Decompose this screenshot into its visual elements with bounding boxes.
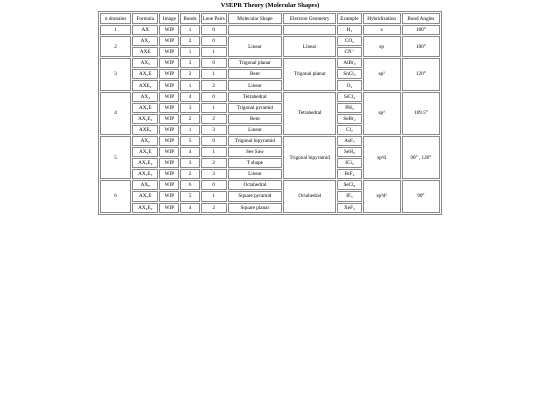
image-cell: WIP [159, 69, 179, 79]
formula-cell: AXE₂ [132, 80, 158, 90]
electron-geometry-cell [283, 25, 336, 35]
hybridization-cell: sp³ [363, 92, 401, 135]
image-cell: WIP [159, 191, 179, 201]
table-row [100, 25, 440, 35]
lone-pairs-cell: 1 [201, 69, 227, 79]
example-cell: IF₅ [337, 191, 361, 201]
formula-cell: AX₂E [132, 69, 158, 79]
molecular-shape-cell: Square planar [228, 203, 282, 213]
sigma-domains-cell: 1 [100, 25, 131, 35]
formula-cell: AX₅ [132, 136, 158, 146]
molecular-shape-cell: Linear [228, 36, 282, 57]
molecular-shape-cell: Square pyramid [228, 191, 282, 201]
bonds-cell: 2 [180, 114, 199, 124]
image-cell: WIP [159, 58, 179, 68]
molecular-shape-cell: Bent [228, 69, 282, 79]
example-cell: XeF₄ [337, 203, 361, 213]
formula-cell: AX₃E [132, 103, 158, 113]
hybridization-cell: sp [363, 36, 401, 57]
molecular-shape-cell [228, 25, 282, 35]
formula-cell: AXE [132, 47, 158, 57]
bonds-cell: 3 [180, 158, 199, 168]
lone-pairs-cell: 2 [201, 80, 227, 90]
table-row [100, 36, 440, 46]
bond-angles-cell: 90° , 120° [402, 136, 440, 179]
bonds-cell: 1 [180, 80, 199, 90]
bonds-cell: 5 [180, 191, 199, 201]
bonds-cell: 2 [180, 169, 199, 179]
header-bond-angles: Bond Angles [402, 13, 440, 24]
sigma-domains-cell: 4 [100, 92, 131, 135]
example-cell: O₂ [337, 80, 361, 90]
image-cell: WIP [159, 147, 179, 157]
image-cell: WIP [159, 114, 179, 124]
sigma-domains-cell: 5 [100, 136, 131, 179]
molecular-shape-cell: Octahedral [228, 180, 282, 190]
example-cell: SiCl₄ [337, 92, 361, 102]
image-cell: WIP [159, 103, 179, 113]
formula-cell: AX₄E₂ [132, 203, 158, 213]
lone-pairs-cell: 0 [201, 25, 227, 35]
bonds-cell: 3 [180, 58, 199, 68]
vsepr-table [98, 11, 442, 215]
bond-angles-cell: 180° [402, 36, 440, 57]
lone-pairs-cell: 3 [201, 169, 227, 179]
formula-cell: AX₄ [132, 92, 158, 102]
page-title: VSEPR Theory (Molecular Shapes) [220, 2, 320, 9]
table-row [100, 180, 440, 190]
image-cell: WIP [159, 169, 179, 179]
example-cell: SeBr₂ [337, 114, 361, 124]
lone-pairs-cell: 0 [201, 92, 227, 102]
sigma-domains-cell: 3 [100, 58, 131, 90]
molecular-shape-cell: Linear [228, 125, 282, 135]
lone-pairs-cell: 3 [201, 125, 227, 135]
header-sigma-domains: σ domains [100, 13, 131, 24]
lone-pairs-cell: 2 [201, 114, 227, 124]
electron-geometry-cell: Tetrahedral [283, 92, 336, 135]
formula-cell: AX₂E₃ [132, 169, 158, 179]
example-cell: AlBr₃ [337, 58, 361, 68]
molecular-shape-cell: Tetrahedral [228, 92, 282, 102]
bond-angles-cell: 90° [402, 180, 440, 212]
bonds-cell: 4 [180, 203, 199, 213]
image-cell: WIP [159, 158, 179, 168]
example-cell: H₂ [337, 25, 361, 35]
header-molecular-shape: Molecular Shape [228, 13, 282, 24]
electron-geometry-cell: Trigonal bipyramid [283, 136, 336, 179]
example-cell: AsF₅ [337, 136, 361, 146]
example-cell: CO₂ [337, 36, 361, 46]
header-lone-pairs: Lone Pairs [201, 13, 227, 24]
molecular-shape-cell: T shape [228, 158, 282, 168]
bond-angles-cell: 180° [402, 25, 440, 35]
hybridization-cell: sp³d² [363, 180, 401, 212]
bonds-cell: 3 [180, 103, 199, 113]
molecular-shape-cell: Linear [228, 169, 282, 179]
hybridization-cell: s [363, 25, 401, 35]
sigma-domains-cell: 6 [100, 180, 131, 212]
image-cell: WIP [159, 180, 179, 190]
electron-geometry-cell: Octahedral [283, 180, 336, 212]
table-row [100, 58, 440, 68]
formula-cell: AX [132, 25, 158, 35]
image-cell: WIP [159, 36, 179, 46]
molecular-shape-cell: Trigonal planar [228, 58, 282, 68]
lone-pairs-cell: 0 [201, 58, 227, 68]
lone-pairs-cell: 1 [201, 47, 227, 57]
formula-cell: AX₂E₂ [132, 114, 158, 124]
bonds-cell: 4 [180, 147, 199, 157]
header-formula: Formula [132, 13, 158, 24]
example-cell: ICl₃ [337, 158, 361, 168]
lone-pairs-cell: 0 [201, 36, 227, 46]
image-cell: WIP [159, 125, 179, 135]
bond-angles-cell: 109.5° [402, 92, 440, 135]
bonds-cell: 4 [180, 92, 199, 102]
bond-angles-cell: 120° [402, 58, 440, 90]
formula-cell: AX₆ [132, 180, 158, 190]
image-cell: WIP [159, 25, 179, 35]
bonds-cell: 1 [180, 25, 199, 35]
header-hybridization: Hybridization [363, 13, 401, 24]
image-cell: WIP [159, 47, 179, 57]
example-cell: PH₃ [337, 103, 361, 113]
image-cell: WIP [159, 92, 179, 102]
bonds-cell: 2 [180, 36, 199, 46]
image-cell: WIP [159, 136, 179, 146]
example-cell: CN⁻ [337, 47, 361, 57]
molecular-shape-cell: Bent [228, 114, 282, 124]
example-cell: Cl₂ [337, 125, 361, 135]
header-bonds: Bonds [180, 13, 199, 24]
example-cell: SnCl₂ [337, 69, 361, 79]
bonds-cell: 2 [180, 69, 199, 79]
lone-pairs-cell: 2 [201, 158, 227, 168]
table-header-row [100, 13, 440, 24]
lone-pairs-cell: 0 [201, 180, 227, 190]
header-example: Example [337, 13, 361, 24]
example-cell: SeCl₆ [337, 180, 361, 190]
image-cell: WIP [159, 80, 179, 90]
sigma-domains-cell: 2 [100, 36, 131, 57]
formula-cell: AX₂ [132, 36, 158, 46]
example-cell: BrF₂ [337, 169, 361, 179]
lone-pairs-cell: 1 [201, 191, 227, 201]
electron-geometry-cell: Trigonal planar [283, 58, 336, 90]
lone-pairs-cell: 0 [201, 136, 227, 146]
bonds-cell: 6 [180, 180, 199, 190]
molecular-shape-cell: Trigonal bipyramid [228, 136, 282, 146]
header-electron-geometry: Electron Geometry [283, 13, 336, 24]
header-image: Image [159, 13, 179, 24]
molecular-shape-cell: See Saw [228, 147, 282, 157]
formula-cell: AX₃ [132, 58, 158, 68]
example-cell: SeH₄ [337, 147, 361, 157]
table-row [100, 136, 440, 146]
bonds-cell: 1 [180, 125, 199, 135]
lone-pairs-cell: 1 [201, 103, 227, 113]
formula-cell: AX₅E [132, 191, 158, 201]
hybridization-cell: sp³d [363, 136, 401, 179]
table-row [100, 92, 440, 102]
bonds-cell: 1 [180, 47, 199, 57]
formula-cell: AXE₃ [132, 125, 158, 135]
formula-cell: AX₃E₂ [132, 158, 158, 168]
lone-pairs-cell: 2 [201, 203, 227, 213]
bonds-cell: 5 [180, 136, 199, 146]
molecular-shape-cell: Linear [228, 80, 282, 90]
formula-cell: AX₄E [132, 147, 158, 157]
electron-geometry-cell: Linear [283, 36, 336, 57]
image-cell: WIP [159, 203, 179, 213]
hybridization-cell: sp² [363, 58, 401, 90]
molecular-shape-cell: Trigonal pyramid [228, 103, 282, 113]
lone-pairs-cell: 1 [201, 147, 227, 157]
